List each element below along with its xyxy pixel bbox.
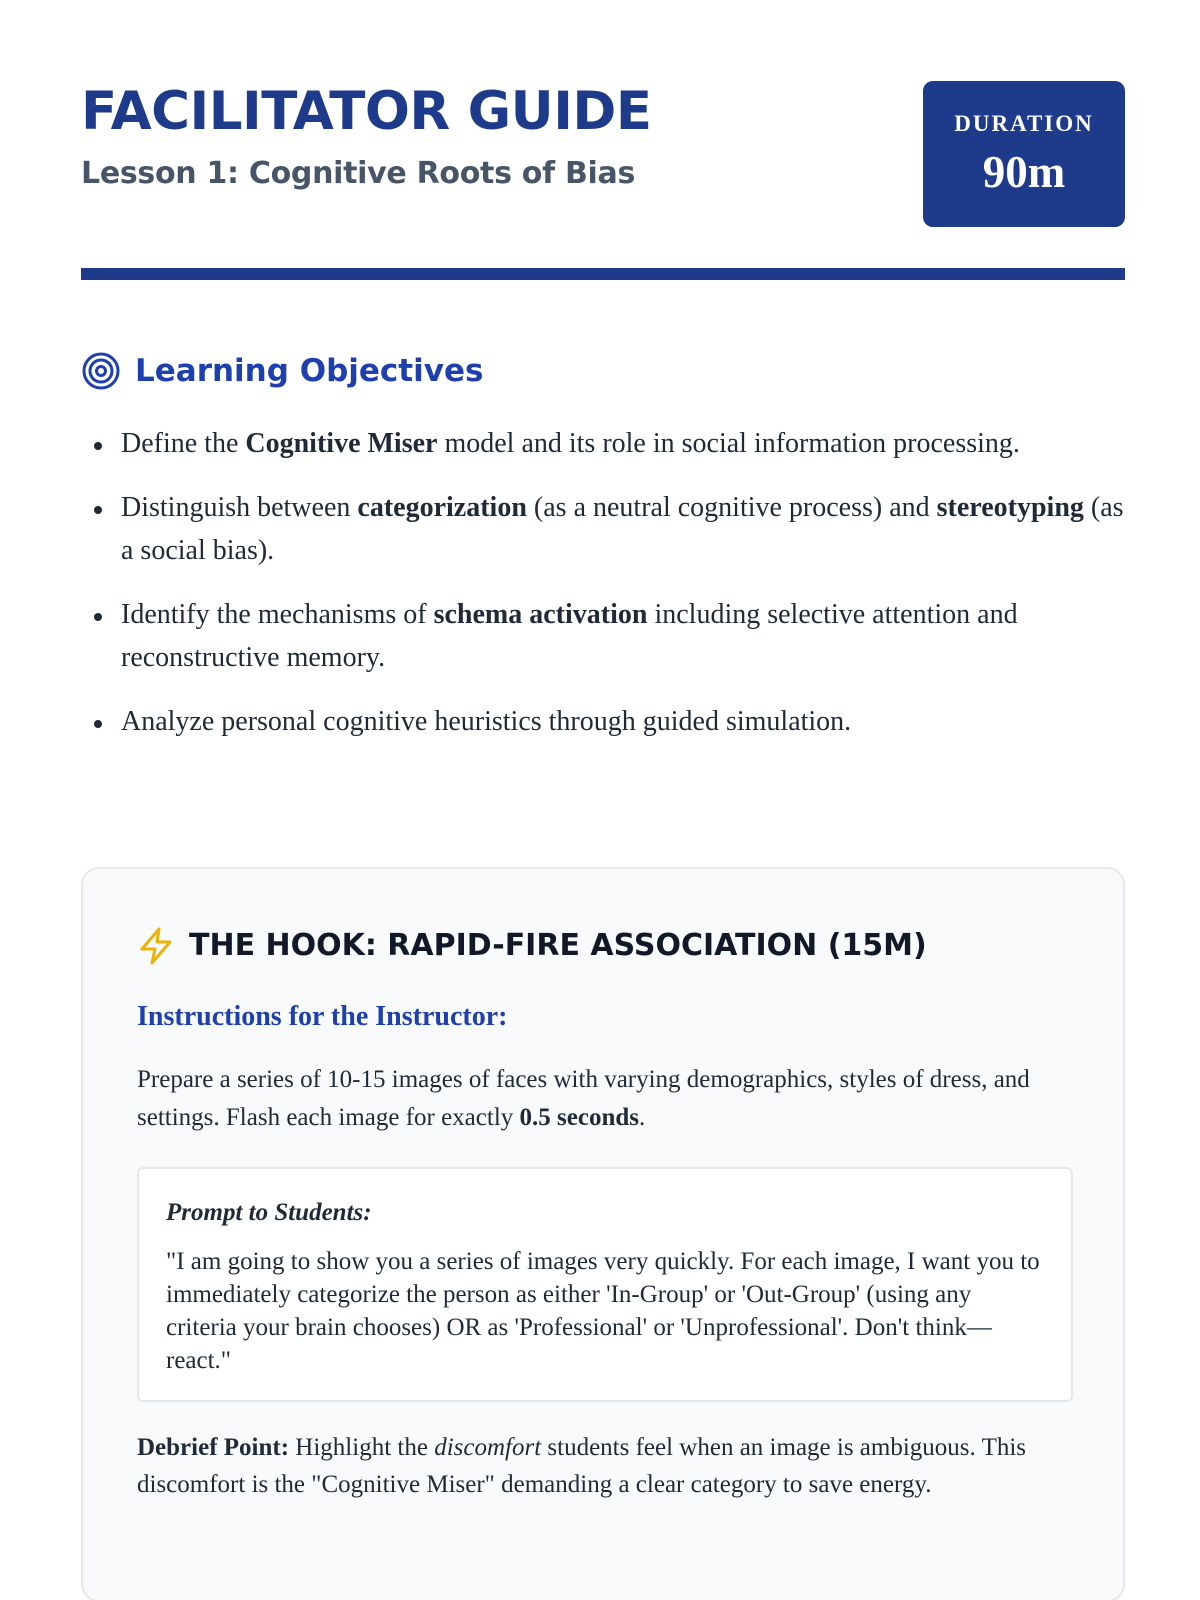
objective-text: Analyze personal cognitive heuristics through guided simulation.	[121, 706, 852, 737]
lightning-bolt-icon	[137, 926, 175, 966]
debrief-emphasis: discomfort	[434, 1434, 542, 1461]
objective-text: (as a social bias).	[121, 492, 1124, 566]
lesson-subtitle: Lesson 1: Cognitive Roots of Bias	[81, 156, 636, 191]
objective-text: Distinguish between	[121, 492, 358, 523]
objective-text: (as a neutral cognitive process) and	[526, 492, 937, 523]
objectives-title: Learning Objectives	[135, 353, 484, 389]
instructions-heading: Instructions for the Instructor:	[137, 1001, 508, 1032]
objective-text: including selective attention and reconstructive memory.	[121, 599, 1018, 673]
debrief-label: Debrief Point:	[137, 1434, 290, 1461]
objective-text: Identify the mechanisms of	[121, 599, 434, 630]
page-title: FACILITATOR GUIDE	[81, 81, 652, 142]
list-item	[121, 422, 1125, 465]
objectives-heading	[81, 350, 483, 392]
objective-term: schema activation	[433, 599, 648, 630]
list-item	[121, 700, 1125, 743]
instructions-duration: 0.5 seconds	[519, 1104, 639, 1131]
prompt-label: Prompt to Students:	[166, 1199, 372, 1226]
instructions-text	[137, 1061, 1067, 1137]
hook-card	[81, 867, 1125, 1600]
hook-heading	[137, 925, 927, 967]
prompt-text: "I am going to show you a series of images very quickly. For each image, I want you to immediately categorize the person as either 'In-Group' or 'Out-Group' (using any criteria your brain chooses) OR as 'Professional' or 'Unprofessional'. Don't think—react."	[166, 1248, 1040, 1374]
duration-label: DURATION	[954, 111, 1094, 136]
debrief-text: students feel when an image is ambiguous. This discomfort is the "Cognitive Miser" demanding a clear category to save energy.	[137, 1434, 1027, 1498]
header-divider	[81, 268, 1125, 280]
hook-title: THE HOOK: RAPID-FIRE ASSOCIATION (15M)	[189, 928, 927, 963]
duration-value: 90m	[982, 147, 1066, 197]
objective-text: model and its role in social information processing.	[437, 428, 1020, 459]
target-icon	[81, 351, 121, 391]
objective-term: stereotyping	[936, 492, 1084, 523]
objective-term: Cognitive Miser	[245, 428, 438, 459]
list-item	[121, 593, 1125, 679]
objectives-list	[121, 422, 1125, 764]
debrief-point	[137, 1429, 1077, 1503]
duration-badge	[923, 81, 1125, 227]
debrief-text: Highlight the	[289, 1434, 435, 1461]
objective-text: Define the	[121, 428, 246, 459]
objective-term: categorization	[357, 492, 527, 523]
page-header	[81, 80, 1125, 230]
prompt-box	[137, 1167, 1073, 1402]
instructions-sentence: Prepare a series of 10-15 images of faces with varying demographics, styles of dress, and settings. Flash each image for exactly	[137, 1066, 1030, 1131]
instructions-end: .	[639, 1104, 646, 1131]
list-item	[121, 486, 1125, 572]
